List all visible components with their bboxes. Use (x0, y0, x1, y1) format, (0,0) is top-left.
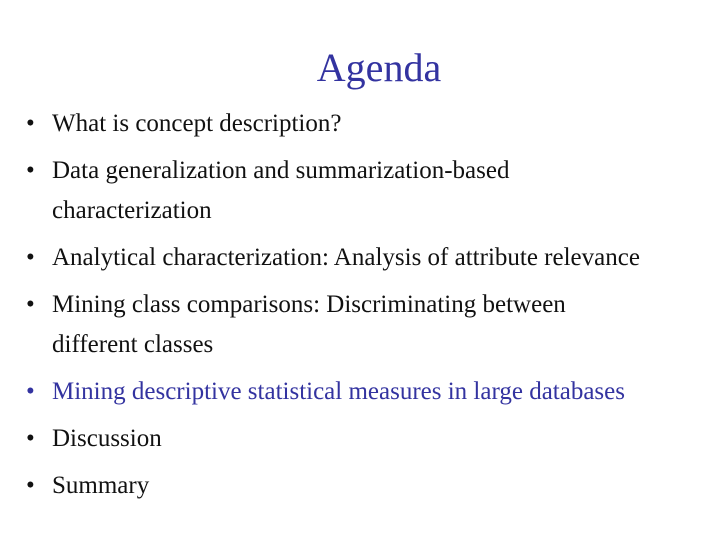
bullet-icon: • (26, 472, 35, 499)
agenda-item-line: characterization (52, 197, 212, 224)
agenda-item (26, 285, 716, 365)
agenda-item-line: Analytical characterization: Analysis of attribute relevance (52, 244, 640, 271)
agenda-item-line: different classes (52, 331, 214, 358)
agenda-item (26, 238, 716, 278)
agenda-item-line: Summary (52, 472, 150, 499)
agenda-item (26, 419, 716, 459)
bullet-icon: • (26, 291, 35, 318)
agenda-item-line: Mining descriptive statistical measures in large databases (52, 378, 625, 405)
agenda-item-line: What is concept description? (52, 110, 342, 137)
slide-title: Agenda (316, 45, 442, 90)
bullet-icon: • (26, 378, 35, 405)
agenda-item-line: Discussion (52, 425, 162, 452)
agenda-item-highlighted (26, 372, 716, 412)
agenda-item-line: Data generalization and summarization-based (52, 157, 510, 184)
bullet-icon: • (26, 110, 35, 137)
bullet-icon: • (26, 425, 35, 452)
agenda-item-line: Mining class comparisons: Discriminating between (52, 291, 566, 318)
agenda-item (26, 104, 716, 144)
agenda-item (26, 151, 716, 231)
bullet-icon: • (26, 244, 35, 271)
agenda-item (26, 466, 716, 506)
bullet-icon: • (26, 157, 35, 184)
